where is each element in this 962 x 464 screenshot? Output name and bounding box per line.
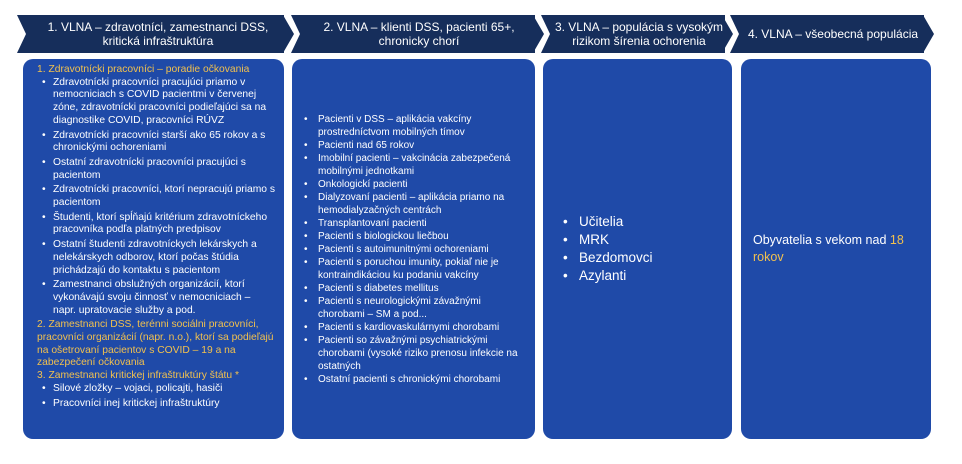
list-item: • Učitelia bbox=[579, 213, 653, 231]
list-item: • Pacienti s diabetes mellitus bbox=[318, 282, 525, 295]
list-item: • Pacienti so závažnými psychiatrickými chorobami (vysoké riziko prenosu infekcie na ostatných bbox=[318, 334, 525, 373]
list-item: • Azylanti bbox=[579, 267, 653, 285]
wave-4-header bbox=[742, 15, 924, 53]
section-critical-infrastructure-list bbox=[43, 383, 276, 410]
general-population-text bbox=[753, 232, 919, 266]
wave-3-list bbox=[579, 213, 653, 285]
list-item: • Pacienti nad 65 rokov bbox=[318, 139, 525, 152]
age-threshold: 18 bbox=[889, 233, 904, 247]
section-healthcare-list bbox=[43, 77, 276, 318]
list-item: • Pacienti s poruchou imunity, pokiaľ nie je kontraindikáciou ku podaniu vakcíny bbox=[318, 256, 525, 282]
list-item: • Ostatní zdravotnícki pracovníci pracujúci s pacientom bbox=[53, 157, 276, 182]
wave-3-box bbox=[543, 59, 732, 439]
list-item: • Študenti, ktorí spĺňajú kritérium zdravotníckeho pracovníka podľa platných predpisov bbox=[53, 212, 276, 237]
list-item: • Ostatní študenti zdravotníckych lekárskych a nelekárskych odborov, ktorí počas štúdia prichádzajú do kontaktu s pacientom bbox=[53, 239, 276, 277]
list-item: • Zdravotnícki pracovníci pracujúci priamo v nemocniciach s COVID pacientmi v červenej zóne, zdravotnícki pracovníci podieľajúci sa na diagnostike COVID, pracovníci RÚVZ bbox=[53, 77, 276, 128]
list-item: • Zdravotnícki pracovníci starší ako 65 rokov a s chronickými ochoreniami bbox=[53, 130, 276, 155]
wave-4-header-line-1: 4. VLNA – všeobecná populácia bbox=[747, 27, 919, 41]
list-item: • Bezdomovci bbox=[579, 249, 653, 267]
wave-2-box bbox=[292, 59, 535, 439]
list-item: • Ostatní pacienti s chronickými chorobami bbox=[318, 373, 525, 386]
list-item: • Silové zložky – vojaci, policajti, hasiči bbox=[53, 383, 276, 396]
list-item: • Pacienti s neurologickými závažnými chorobami – SM a pod... bbox=[318, 295, 525, 321]
wave-3-header-line-1: 3. VLNA – populácia s vysokým bbox=[554, 20, 724, 34]
wave-2-list bbox=[318, 113, 525, 386]
list-item: • MRK bbox=[579, 231, 653, 249]
list-item: • Zdravotnícki pracovníci, ktorí nepracujú priamo s pacientom bbox=[53, 184, 276, 209]
wave-4-box bbox=[741, 59, 931, 439]
section-healthcare-title: 1. Zdravotnícki pracovníci – poradie očkovania bbox=[37, 64, 250, 75]
wave-1-header-line-2: kritická infraštruktúra bbox=[102, 34, 214, 48]
wave-2-header-line-2: chronicky chorí bbox=[378, 34, 460, 48]
list-item: • Pacienti s kardiovaskulárnymi chorobami bbox=[318, 321, 525, 334]
list-item: • Pacienti v DSS – aplikácia vakcíny prostredníctvom mobilných tímov bbox=[318, 113, 525, 139]
wave-1-box bbox=[23, 59, 284, 439]
list-item: • Pracovníci inej kritickej infraštruktúry bbox=[53, 398, 276, 411]
section-social-workers-title: 2. Zamestnanci DSS, terénni sociálni pracovníci, pracovníci organizácií (napr. n.o.), ktorí sa podieľajú na ošetrovaní pacientov s COVID – 19 a na zabezpečení očkovania bbox=[37, 319, 274, 369]
list-item: • Onkologickí pacienti bbox=[318, 178, 525, 191]
list-item: • Transplantovaní pacienti bbox=[318, 217, 525, 230]
wave-2-header bbox=[303, 15, 535, 53]
wave-3-header-line-2: rizikom šírenia ochorenia bbox=[572, 34, 706, 48]
section-critical-infrastructure-title: 3. Zamestnanci kritickej infraštruktúry štátu * bbox=[37, 370, 240, 382]
list-item: • Pacienti s biologickou liečbou bbox=[318, 230, 525, 243]
list-item: • Zamestnanci obslužných organizácií, ktorí vykonávajú svoju činnosť v nemocniciach – napr. upratovacie služby a pod. bbox=[53, 279, 276, 317]
wave-3-header bbox=[553, 15, 725, 53]
wave-1-header-line-1: 1. VLNA – zdravotníci, zamestnanci DSS, bbox=[47, 20, 269, 34]
list-item: • Dialyzovaní pacienti – aplikácia priamo na hemodialyzačných centrách bbox=[318, 191, 525, 217]
list-item: • Pacienti s autoimunitnými ochoreniami bbox=[318, 243, 525, 256]
list-item: • Imobilní pacienti – vakcinácia zabezpečená mobilnými jednotkami bbox=[318, 152, 525, 178]
age-text-prefix: Obyvatelia s vekom nad bbox=[753, 233, 887, 247]
wave-2-header-line-1: 2. VLNA – klienti DSS, pacienti 65+, bbox=[323, 20, 515, 34]
wave-1-header bbox=[32, 15, 284, 53]
age-text-suffix: rokov bbox=[753, 250, 784, 264]
